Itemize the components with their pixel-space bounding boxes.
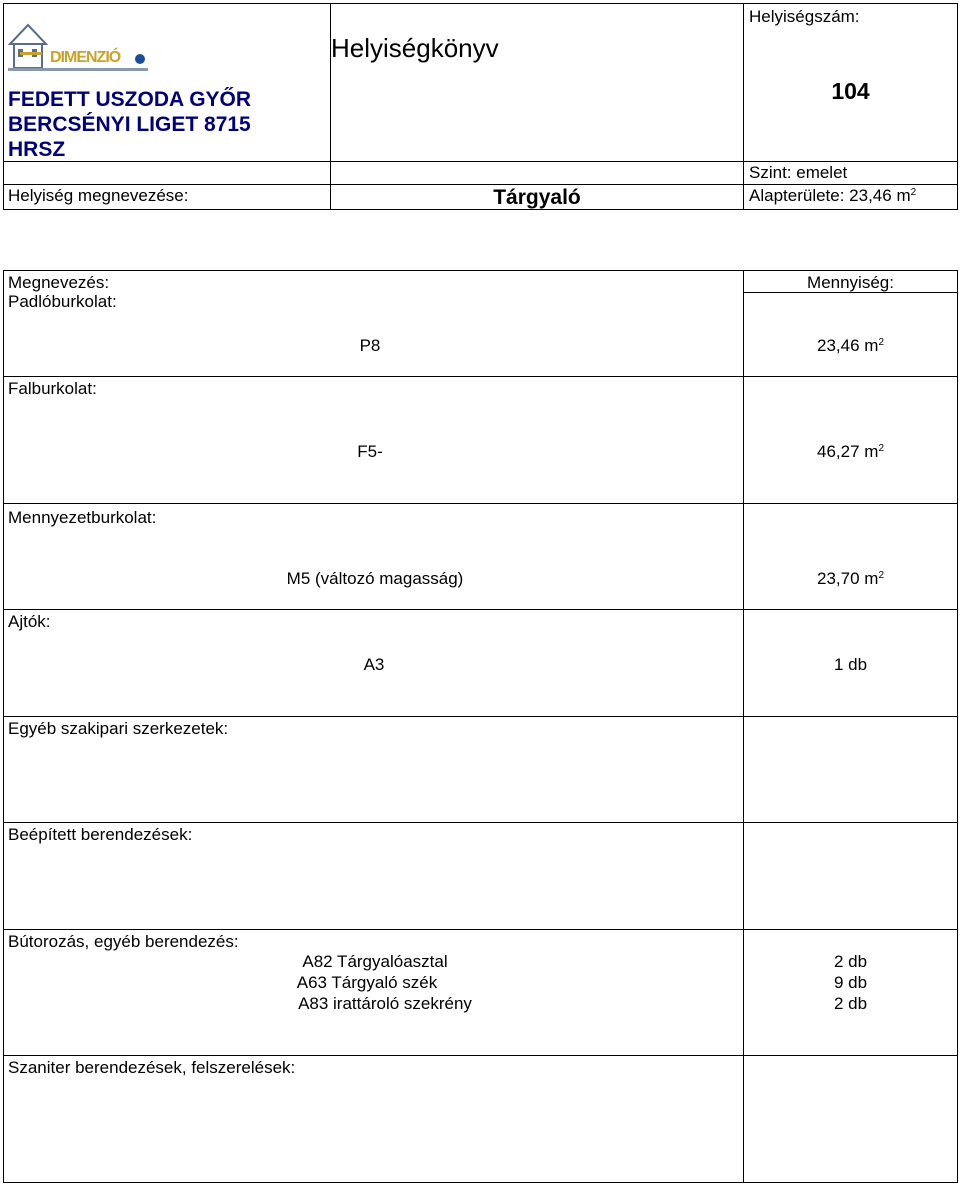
room-name-label: Helyiség megnevezése: [8,186,189,205]
col-name-header: Megnevezés: [8,273,110,292]
section-label-wall: Falburkolat: [8,379,97,398]
room-number: 104 [831,78,870,104]
company-logo [8,22,153,72]
facility-name-line: HRSZ [8,138,66,161]
qty-wall-text: 46,27 m [817,442,879,461]
logo-text: DIMENZIÓ [50,49,121,66]
facility-name-line: FEDETT USZODA GYŐR [8,88,252,111]
item-floor: P8 [359,336,381,355]
qty-floor-text: 23,46 m [817,336,879,355]
qty-furniture: 9 db [833,973,868,992]
facility-name-line: BERCSÉNYI LIGET 8715 [8,113,251,136]
item-furniture: A83 irattároló szekrény [298,994,472,1013]
section-label-other-structures: Egyéb szakipari szerkezetek: [8,719,229,738]
section-label-floor: Padlóburkolat: [8,292,117,311]
qty-ceiling [744,569,957,589]
section-label-doors: Ajtók: [8,612,51,631]
qty-wall-sup: 2 [878,443,884,454]
qty-floor [744,336,957,356]
qty-furniture: 2 db [833,994,868,1013]
col-qty-header: Mennyiség: [807,273,894,292]
item-furniture: A82 Tárgyalóasztal [302,952,448,971]
area-unit-sup: 2 [910,187,917,198]
qty-furniture: 2 db [833,952,868,971]
room-name: Tárgyaló [493,186,581,209]
book-title: Helyiségkönyv [331,33,499,63]
section-label-ceiling: Mennyezetburkolat: [8,508,157,527]
facility-name [8,87,251,162]
section-label-furniture: Bútorozás, egyéb berendezés: [8,932,239,951]
floor-label: Szint: emelet [749,163,848,182]
item-furniture: A63 Tárgyaló szék [296,973,438,992]
qty-doors: 1 db [833,655,868,674]
section-label-sanitary: Szaniter berendezések, felszerelések: [8,1058,296,1077]
area-label-text: Alapterülete: 23,46 m [749,186,911,205]
room-number-label: Helyiségszám: [749,7,860,26]
item-doors: A3 [363,655,385,674]
qty-wall [744,442,957,462]
item-wall: F5- [357,442,383,461]
item-ceiling: M5 (változó magasság) [286,569,464,588]
qty-floor-sup: 2 [878,337,884,348]
section-label-built-in: Beépített berendezések: [8,825,193,844]
area-label [749,186,916,206]
qty-ceiling-text: 23,70 m [817,569,879,588]
qty-ceiling-sup: 2 [878,570,884,581]
